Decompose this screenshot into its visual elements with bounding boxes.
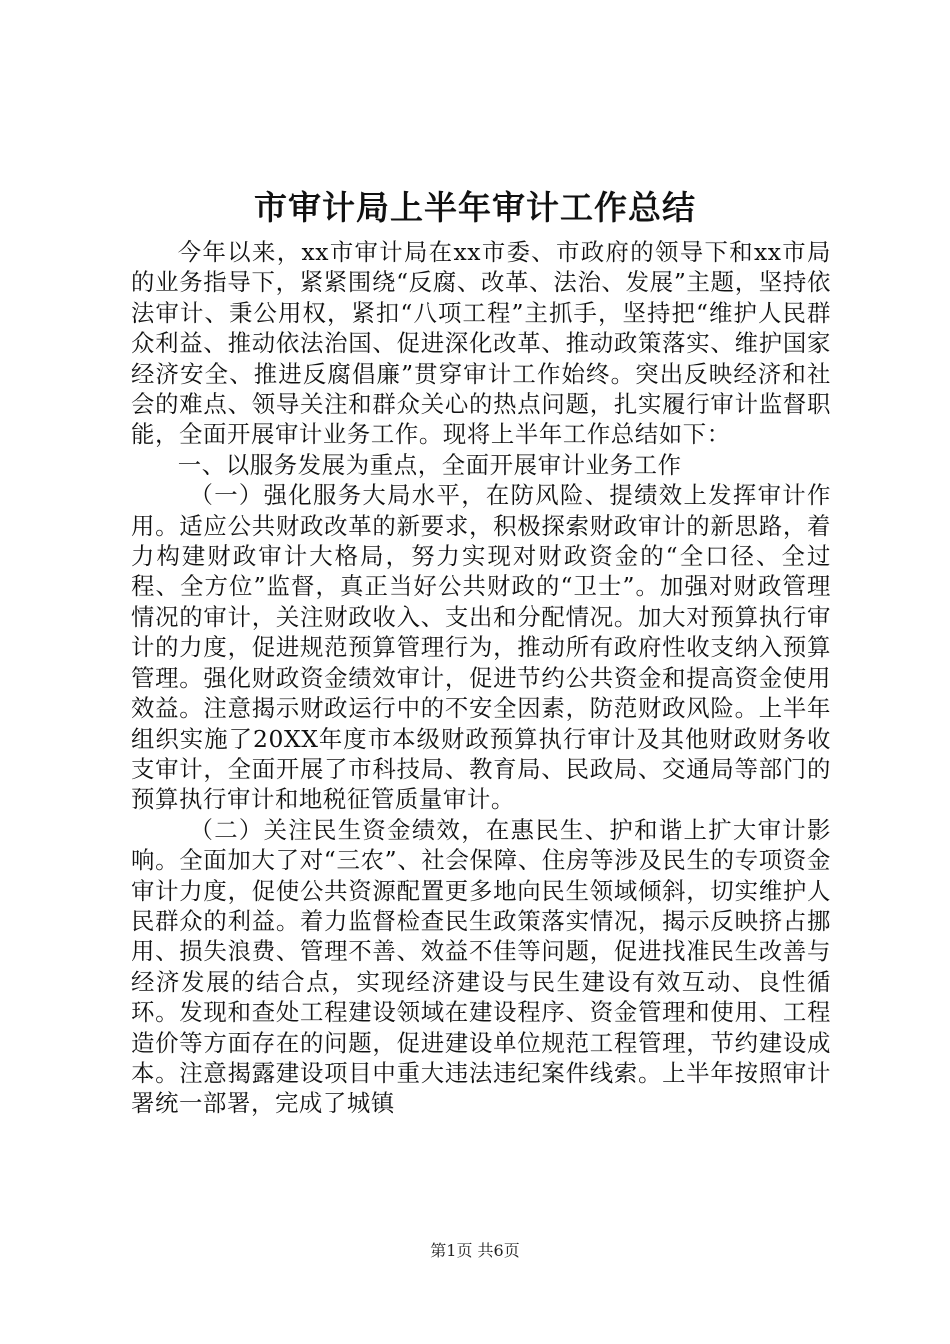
page-number-footer: 第1页 共6页 [430,1241,520,1260]
intro-paragraph: 今年以来，xx市审计局在xx市委、市政府的领导下和xx市局的业务指导下，紧紧围绕“反腐、改革、法治、发展”主题，坚持依法审计、秉公用权，紧扣“八项工程”主抓手，坚持把“维护人民群众利益、推动依法治国、促进深化改革、推动政策落实、维护国家经济安全、推进反腐倡廉”贯穿审计工作始终。突出反映经济和社会的难点、领导关注和群众关心的热点问题，扎实履行审计监督职能，全面开展审计业务工作。现将上半年工作总结如下： [131,238,831,449]
document-title: 市审计局上半年审计工作总结 [254,188,696,227]
subsection-paragraph-1: （一）强化服务大局水平，在防风险、提绩效上发挥审计作用。适应公共财政改革的新要求，积极探索财政审计的新思路，着力构建财政审计大格局，努力实现对财政资金的“全口径、全过程、全方位”监督，真正当好公共财政的“卫士”。加强对财政管理情况的审计，关注财政收入、支出和分配情况。加大对预算执行审计的力度，促进规范预算管理行为，推动所有政府性收支纳入预算管理。强化财政资金绩效审计，促进节约公共资金和提高资金使用效益。注意揭示财政运行中的不安全因素，防范财政风险。上半年组织实施了20XX年度市本级财政预算执行审计及其他财政财务收支审计，全面开展了市科技局、教育局、民政局、交通局等部门的预算执行审计和地税征管质量审计。 [131,481,831,814]
document-body [131,237,831,1119]
section-heading-1: 一、以服务发展为重点，全面开展审计业务工作 [177,450,682,479]
subsection-paragraph-2: （二）关注民生资金绩效，在惠民生、护和谐上扩大审计影响。全面加大了对“三农”、社会保障、住房等涉及民生的专项资金审计力度，促使公共资源配置更多地向民生领域倾斜，切实维护人民群众的利益。着力监督检查民生政策落实情况，揭示反映挤占挪用、损失浪费、管理不善、效益不佳等问题，促进找准民生改善与经济发展的结合点，实现经济建设与民生建设有效互动、良性循环。发现和查处工程建设领域在建设程序、资金管理和使用、工程造价等方面存在的问题，促进建设单位规范工程管理，节约建设成本。注意揭露建设项目中重大违法违纪案件线索。上半年按照审计署统一部署，完成了城镇 [131,815,831,1118]
